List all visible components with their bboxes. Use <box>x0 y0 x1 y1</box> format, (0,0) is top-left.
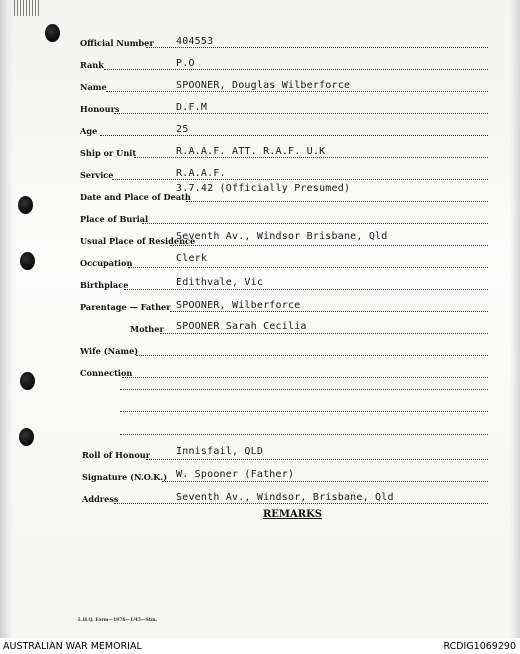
field-ship-or-unit <box>0 142 520 160</box>
field-value: Seventh Av., Windsor, Brisbane, Qld <box>176 492 394 503</box>
field-label: Address <box>82 494 119 504</box>
dotted-line <box>186 201 488 202</box>
dotted-line <box>128 267 488 268</box>
field-label: Roll of Honour <box>82 450 151 460</box>
dotted-line <box>120 411 488 412</box>
field-place-of-burial <box>0 208 520 226</box>
field-label: Mother <box>130 324 164 334</box>
field-father <box>0 296 520 314</box>
field-value: D.F.M <box>176 102 208 113</box>
field-occupation <box>0 252 520 270</box>
field-mother <box>0 318 520 336</box>
field-label: Usual Place of Residence <box>80 236 196 246</box>
field-name <box>0 76 520 94</box>
dotted-line <box>122 377 488 378</box>
field-official-number <box>0 32 520 50</box>
footer-institution: AUSTRALIAN WAR MEMORIAL <box>3 641 142 652</box>
field-label: Connection <box>80 368 133 378</box>
field-label: Service <box>80 170 114 180</box>
dotted-line <box>170 311 488 312</box>
dotted-line <box>114 113 488 114</box>
corner-scan-mark <box>14 0 40 16</box>
dotted-line <box>106 91 488 92</box>
field-value: R.A.A.F. ATT. R.A.F. U.K <box>176 146 326 157</box>
field-address <box>0 488 520 506</box>
field-service <box>0 164 520 182</box>
field-honours <box>0 98 520 116</box>
dotted-line <box>162 481 488 482</box>
dotted-line <box>146 459 488 460</box>
field-value: W. Spooner (Father) <box>176 469 295 480</box>
field-label: Name <box>80 82 107 92</box>
dotted-line <box>124 289 488 290</box>
field-value: SPOONER, Wilberforce <box>176 300 301 311</box>
field-value: Edithvale, Vic <box>176 277 264 288</box>
field-value: 404553 <box>176 36 214 47</box>
field-value: SPOONER Sarah Cecilia <box>176 321 307 332</box>
remarks-heading: REMARKS <box>263 509 322 520</box>
field-signature <box>0 466 520 484</box>
dotted-line <box>146 47 488 48</box>
field-connection <box>0 362 520 380</box>
dotted-line <box>160 333 488 334</box>
field-label: Signature (N.O.K.) <box>82 472 168 482</box>
field-value: Innisfail, QLD <box>176 446 264 457</box>
field-label: Honours <box>80 104 120 114</box>
dotted-line <box>134 157 488 158</box>
dotted-line <box>170 245 488 246</box>
field-value: Seventh Av., Windsor Brisbane, Qld <box>176 231 388 242</box>
field-value: P.O <box>176 58 195 69</box>
dotted-line <box>120 389 488 390</box>
field-label: Date and Place of Death <box>80 192 191 202</box>
field-age <box>0 120 520 138</box>
field-roll-of-honour <box>0 444 520 462</box>
dotted-line <box>112 179 488 180</box>
field-value: SPOONER, Douglas Wilberforce <box>176 80 351 91</box>
field-wife <box>0 340 520 358</box>
dotted-line <box>104 69 488 70</box>
footer-bar <box>0 638 520 654</box>
field-label: Occupation <box>80 258 133 268</box>
field-date-place-death <box>0 183 520 204</box>
field-label: Place of Burial <box>80 214 149 224</box>
form-print-code: L.H.Q. Form—1976—1/45—Stm. <box>78 618 158 623</box>
dotted-line <box>114 503 488 504</box>
field-usual-residence <box>0 230 520 248</box>
field-label: Birthplace <box>80 280 129 290</box>
field-label: Wife (Name) <box>80 346 139 356</box>
field-value: Clerk <box>176 253 208 264</box>
footer-record-id: RCDIG1069290 <box>443 641 516 652</box>
field-label: Official Number <box>80 38 154 48</box>
dotted-line <box>136 355 488 356</box>
field-birthplace <box>0 274 520 292</box>
dotted-line <box>100 135 488 136</box>
field-label: Age <box>80 126 98 136</box>
field-value: 25 <box>176 124 189 135</box>
field-label: Parentage — Father <box>80 302 171 312</box>
field-label: Rank <box>80 60 104 70</box>
field-value: R.A.A.F. <box>176 168 226 179</box>
field-value: 3.7.42 (Officially Presumed) <box>176 183 351 194</box>
field-label: Ship or Unit <box>80 148 137 158</box>
dotted-line <box>142 223 488 224</box>
field-rank <box>0 54 520 72</box>
dotted-line <box>120 434 488 435</box>
